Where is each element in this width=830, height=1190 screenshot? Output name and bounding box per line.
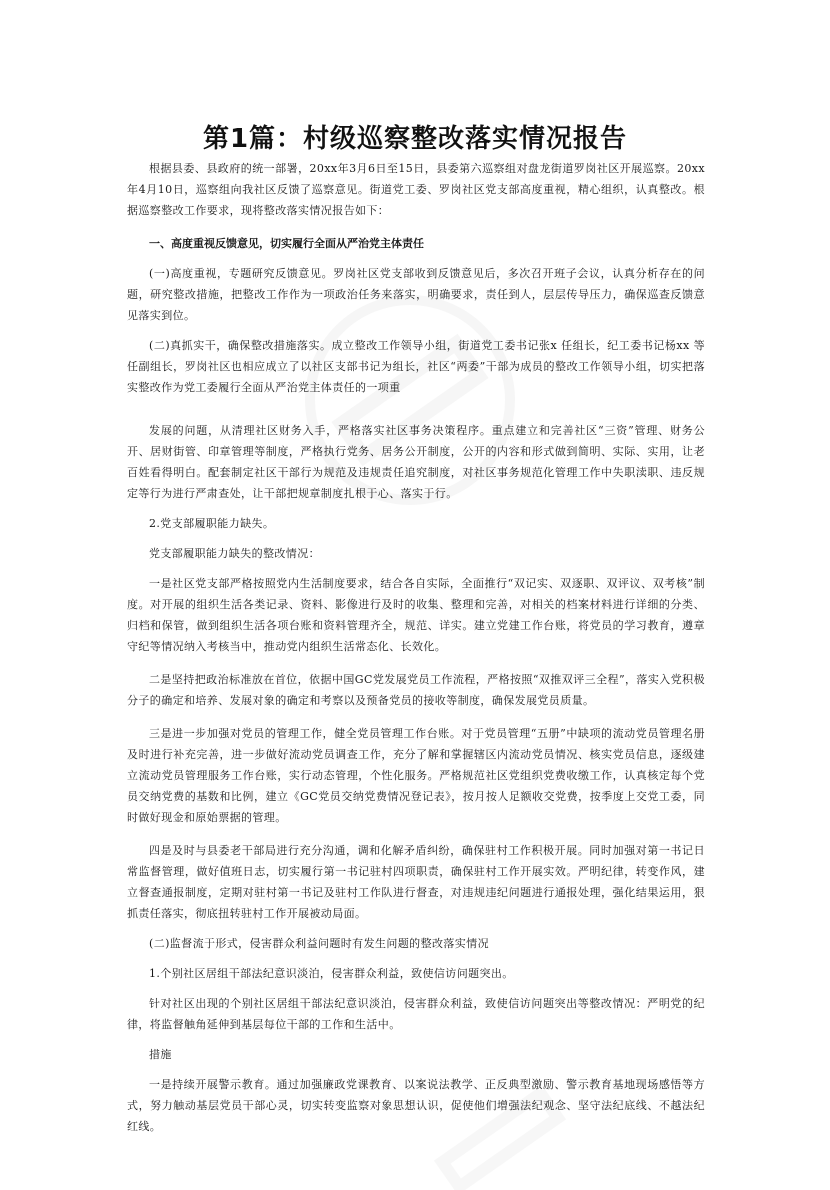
paragraph-8: 二是坚持把政治标准放在首位，依据中国GC党发展党员工作流程，严格按照“双推双评三全程”，落实入党积极分子的确定和培养、发展对象的确定和考察以及预备党员的接收等制度，确保发展党员质量。 bbox=[127, 673, 705, 707]
document-body bbox=[127, 158, 705, 1137]
paragraph-10: 四是及时与县委老干部局进行充分沟通，调和化解矛盾纠纷，确保驻村工作积极开展。同时加强对第一书记日常监督管理，做好值班日志，切实履行第一书记驻村四项职责，确保驻村工作开展实效。严明纪律，转变作风，建立督查通报制度，定期对驻村第一书记及驻村工作队进行督查，对违规违纪问题进行通报处理，强化结果运用，狠抓责任落实，彻底扭转驻村工作开展被动局面。 bbox=[127, 844, 705, 920]
section-heading-1: 一、高度重视反馈意见，切实履行全面从严治党主体责任 bbox=[149, 237, 424, 250]
paragraph-13: 针对社区出现的个别社区居组干部法纪意识淡泊，侵害群众利益，致使信访问题突出等整改情况：严明党的纪律，将监督触角延伸到基层每位干部的工作和生活中。 bbox=[127, 997, 705, 1031]
paragraph-intro: 根据县委、县政府的统一部署，20xx年3月6日至15日，县委第六巡察组对盘龙街道罗岗社区开展巡察。20xx 年4月10日，巡察组向我社区反馈了巡察意见。街道党工委、罗岗社区党支部高度重视，精心组织，认真整改。根据巡察整改工作要求，现将整改落实情况报告如下： bbox=[127, 162, 705, 217]
paragraph-3: (二)真抓实干，确保整改措施落实。成立整改工作领导小组，街道党工委书记张x 任组长，纪工委书记杨xx 等任副组长，罗岗社区也相应成立了以社区支部书记为组长，社区“两委”干部为成员的整改工作领导小组，切实把落实整改作为党工委履行全面从严治党主体责任的一项重 bbox=[127, 339, 705, 394]
paragraph-12: 1.个别社区居组干部法纪意识淡泊，侵害群众利益，致使信访问题突出。 bbox=[149, 967, 514, 980]
paragraph-6: 党支部履职能力缺失的整改情况： bbox=[149, 547, 320, 560]
paragraph-7: 一是社区党支部严格按照党内生活制度要求，结合各自实际，全面推行“双记实、双逐职、双评议、双考核”制度。对开展的组织生活各类记录、资料、影像进行及时的收集、整理和完善，对相关的档案材料进行详细的分类、归档和保管，做到组织生活各项台账和资料管理齐全，规范、详实。建立党建工作台账，将党员的学习教育，遵章守纪等情况纳入考核当中，推动党内组织生活常态化、长效化。 bbox=[127, 577, 705, 653]
paragraph-11: (二)监督流于形式，侵害群众利益问题时有发生问题的整改落实情况 bbox=[149, 937, 489, 950]
document-title: 第1篇：村级巡察整改落实情况报告 bbox=[202, 124, 628, 154]
paragraph-14: 措施 bbox=[149, 1048, 172, 1061]
paragraph-4: 发展的问题，从清理社区财务入手，严格落实社区事务决策程序。重点建立和完善社区“三资”管理、财务公开、居财街管、印章管理等制度，严格执行党务、居务公开制度，公开的内容和形式做到简明、实际、实用，让老百姓看得明白。配套制定社区干部行为规范及违规责任追究制度，对社区事务规范化管理工作中失职渎职、违反规定等行为进行严肃查处，让干部把规章制度扎根于心、落实于行。 bbox=[127, 424, 705, 500]
paragraph-5: 2.党支部履职能力缺失。 bbox=[149, 517, 275, 530]
paragraph-15: 一是持续开展警示教育。通过加强廉政党课教育、以案说法教学、正反典型激励、警示教育基地现场感悟等方式，努力触动基层党员干部心灵，切实转变监察对象思想认识，促使他们增强法纪观念、坚守法纪底线、不越法纪红线。 bbox=[127, 1078, 705, 1133]
paragraph-2: (一)高度重视，专题研究反馈意见。罗岗社区党支部收到反馈意见后，多次召开班子会议，认真分析存在的问题，研究整改措施，把整改工作作为一项政治任务来落实，明确要求，责任到人，层层传导压力，确保巡查反馈意见落实到位。 bbox=[127, 267, 705, 322]
paragraph-9: 三是进一步加强对党员的管理工作，健全党员管理工作台账。对于党员管理“五册”中缺项的流动党员管理名册及时进行补充完善，进一步做好流动党员调查工作，充分了解和掌握辖区内流动党员情况、核实党员信息，逐级建立流动党员管理服务工作台账，实行动态管理，个性化服务。严格规范社区党组织党费收缴工作，认真核定每个党员交纳党费的基数和比例，建立《GC党员交纳党费情况登记表》，按月按人足额收交党费，按季度上交党工委，同时做好现金和原始票据的管理。 bbox=[127, 727, 705, 824]
